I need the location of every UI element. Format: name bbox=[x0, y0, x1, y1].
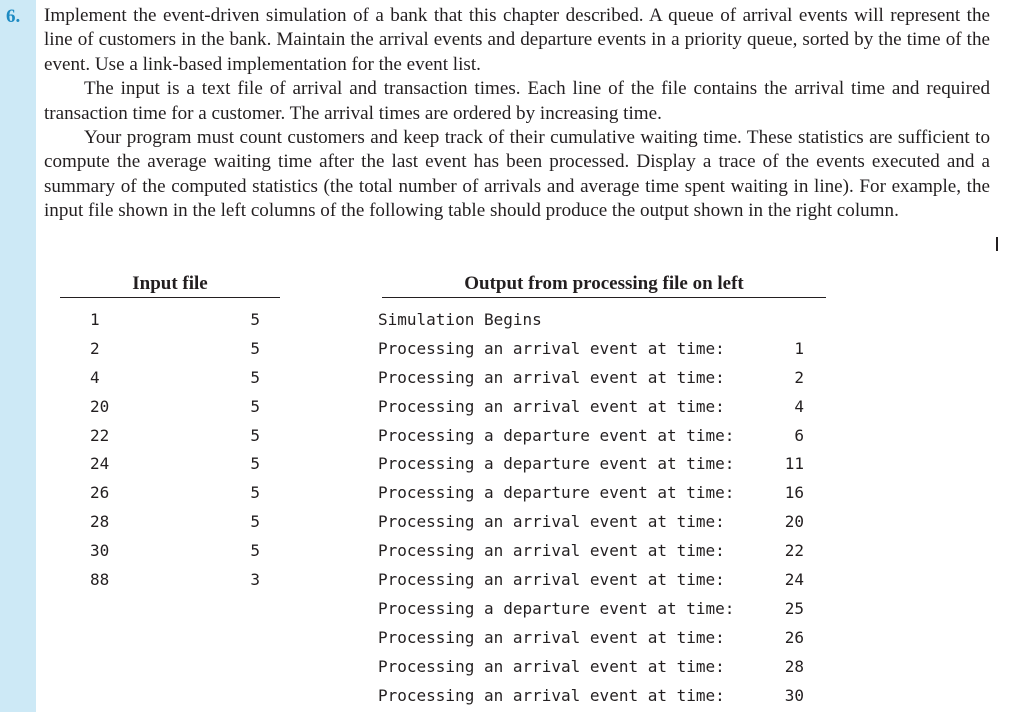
input-transaction-column bbox=[220, 306, 260, 595]
output-line-time: 30 bbox=[784, 685, 804, 705]
output-time-column bbox=[740, 306, 804, 710]
output-line-time: 4 bbox=[794, 396, 804, 416]
output-line-text: Processing an arrival event at time: bbox=[378, 338, 725, 358]
problem-text bbox=[44, 4, 990, 224]
output-text-column bbox=[378, 306, 778, 710]
input-header-rule bbox=[60, 297, 280, 298]
output-line-text: Processing an arrival event at time: bbox=[378, 685, 725, 705]
output-line-text: Processing a departure event at time: bbox=[378, 454, 735, 474]
input-transaction-cell: 3 bbox=[250, 570, 260, 590]
output-line-time bbox=[740, 306, 804, 335]
problem-number: 6. bbox=[6, 6, 21, 27]
output-header-rule bbox=[382, 297, 826, 298]
output-line-time: 28 bbox=[784, 656, 804, 676]
input-arrival-cell: 24 bbox=[90, 454, 110, 474]
output-line-text: Processing a departure event at time: bbox=[378, 483, 735, 503]
output-line-text: Processing an arrival event at time: bbox=[378, 367, 725, 387]
input-transaction-cell: 5 bbox=[250, 512, 260, 532]
output-line-text: Processing an arrival event at time: bbox=[378, 541, 725, 561]
output-line-text: Processing a departure event at time: bbox=[378, 598, 735, 618]
input-transaction-cell: 5 bbox=[250, 483, 260, 503]
output-line-time: 24 bbox=[784, 570, 804, 590]
input-arrival-cell: 4 bbox=[90, 367, 100, 387]
input-transaction-cell: 5 bbox=[250, 396, 260, 416]
output-line-time: 11 bbox=[784, 454, 804, 474]
output-line-time: 26 bbox=[784, 627, 804, 647]
input-transaction-cell: 5 bbox=[250, 310, 260, 329]
input-arrival-cell: 22 bbox=[90, 425, 110, 445]
output-line-time: 22 bbox=[784, 541, 804, 561]
input-arrival-cell: 2 bbox=[90, 338, 100, 358]
input-arrival-cell: 30 bbox=[90, 541, 110, 561]
output-line-time: 1 bbox=[794, 338, 804, 358]
paragraph-input: The input is a text file of arrival and transaction times. Each line of the file contains the arrival time and required transaction time for a customer. The arrival times are ordered by increasing time. bbox=[44, 78, 990, 124]
output-line-time: 20 bbox=[784, 512, 804, 532]
paragraph-intro: Implement the event-driven simulation of a bank that this chapter described. A queue of arrival events will represent the line of customers in the bank. Maintain the arrival events and departure events in a priority queue, sorted by the time of the event. Use a link-based implementation for the event list. bbox=[44, 5, 990, 75]
output-line-text: Simulation Begins bbox=[378, 310, 542, 329]
output-line-text: Processing an arrival event at time: bbox=[378, 656, 725, 676]
output-line-text: Processing an arrival event at time: bbox=[378, 512, 725, 532]
input-arrival-column bbox=[90, 306, 150, 595]
output-line-time: 6 bbox=[794, 425, 804, 445]
input-file-header: Input file bbox=[132, 273, 208, 294]
output-line-time: 16 bbox=[784, 483, 804, 503]
input-transaction-cell: 5 bbox=[250, 454, 260, 474]
margin-marker bbox=[996, 237, 998, 251]
paragraph-output: Your program must count customers and keep track of their cumulative waiting time. These statistics are sufficient to compute the average waiting time after the last event has been processed. Display a trace of the events executed and a summary of the computed statistics (the total number of arrivals and average time spent waiting in line). For example, the input file shown in the left columns of the following table should produce the output shown in the right column. bbox=[44, 127, 990, 222]
input-arrival-cell: 88 bbox=[90, 570, 110, 590]
output-line-text: Processing an arrival event at time: bbox=[378, 627, 725, 647]
output-line-text: Processing an arrival event at time: bbox=[378, 570, 725, 590]
input-transaction-cell: 5 bbox=[250, 367, 260, 387]
output-header: Output from processing file on left bbox=[464, 273, 744, 294]
input-arrival-cell: 26 bbox=[90, 483, 110, 503]
output-line-text: Processing an arrival event at time: bbox=[378, 396, 725, 416]
input-arrival-cell: 28 bbox=[90, 512, 110, 532]
margin-sidebar bbox=[0, 0, 36, 712]
input-arrival-cell: 1 bbox=[90, 310, 100, 329]
output-line-time: 25 bbox=[784, 598, 804, 618]
input-arrival-cell: 20 bbox=[90, 396, 110, 416]
input-transaction-cell: 5 bbox=[250, 425, 260, 445]
input-transaction-cell: 5 bbox=[250, 541, 260, 561]
output-line-text: Processing a departure event at time: bbox=[378, 425, 735, 445]
input-transaction-cell: 5 bbox=[250, 338, 260, 358]
output-line-time: 2 bbox=[794, 367, 804, 387]
